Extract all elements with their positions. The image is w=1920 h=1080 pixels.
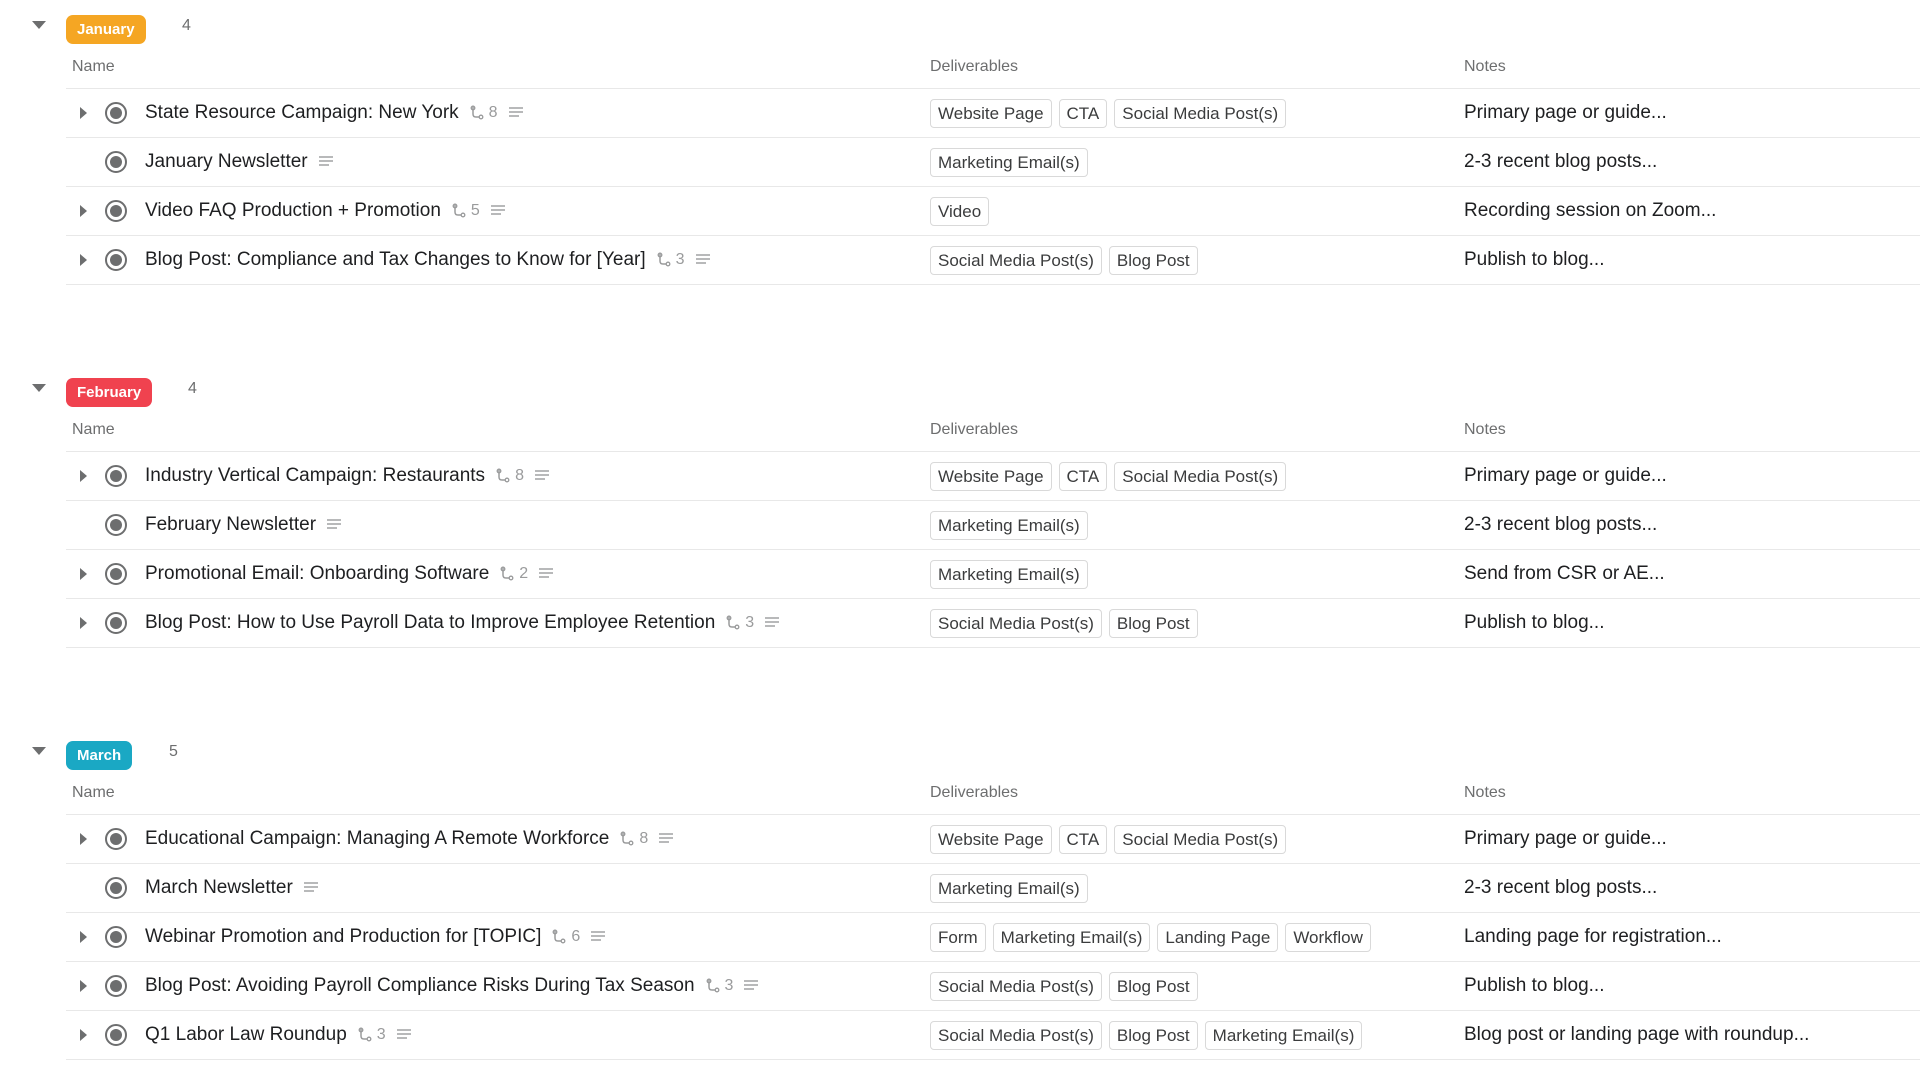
subtask-count-value: 2 — [519, 565, 529, 582]
deliverable-tag[interactable]: Landing Page — [1157, 923, 1278, 952]
subtask-count[interactable] — [357, 1026, 386, 1044]
task-row[interactable] — [66, 864, 1920, 913]
deliverable-tag[interactable]: CTA — [1059, 462, 1108, 491]
task-status-icon[interactable] — [105, 200, 127, 222]
task-name[interactable]: Q1 Labor Law Roundup — [145, 1024, 347, 1045]
deliverables-cell[interactable] — [930, 187, 996, 235]
task-name-cell — [145, 187, 506, 235]
task-name-cell — [145, 236, 711, 284]
task-status-icon[interactable] — [105, 877, 127, 899]
subtask-icon — [705, 978, 721, 994]
deliverables-cell[interactable] — [930, 864, 1095, 912]
notes-cell[interactable]: Primary page or guide... — [1464, 828, 1667, 849]
description-icon[interactable] — [303, 881, 319, 895]
task-name-cell — [145, 1011, 412, 1059]
month-label-pill[interactable]: January — [66, 15, 146, 44]
month-section — [0, 726, 1920, 1060]
subtask-count-value: 8 — [639, 830, 649, 847]
description-icon[interactable] — [326, 518, 342, 532]
notes-cell[interactable]: Recording session on Zoom... — [1464, 200, 1717, 221]
deliverable-tag[interactable]: Video — [930, 197, 989, 226]
subtask-icon — [357, 1027, 373, 1043]
deliverable-tag[interactable]: Blog Post — [1109, 972, 1198, 1001]
deliverable-tag[interactable]: Blog Post — [1109, 609, 1198, 638]
column-header-deliverables[interactable]: Deliverables — [930, 421, 1019, 438]
task-name-cell — [145, 962, 759, 1010]
deliverable-tag[interactable]: Marketing Email(s) — [930, 560, 1088, 589]
expand-subtasks-caret-icon[interactable] — [76, 979, 90, 993]
task-name[interactable]: February Newsletter — [145, 514, 317, 535]
task-status-icon[interactable] — [105, 1024, 127, 1046]
subtask-count-value: 8 — [488, 104, 498, 121]
task-row[interactable] — [66, 187, 1920, 236]
column-header-name[interactable]: Name — [72, 784, 115, 801]
subtask-count[interactable] — [619, 830, 648, 848]
deliverables-cell[interactable] — [930, 138, 1095, 186]
notes-cell[interactable]: Blog post or landing page with roundup... — [1464, 1024, 1810, 1045]
column-header-notes[interactable]: Notes — [1464, 784, 1506, 801]
task-name-cell — [145, 913, 606, 961]
subtask-count-value: 3 — [745, 614, 755, 631]
notes-cell[interactable]: Publish to blog... — [1464, 612, 1605, 633]
collapse-section-caret-icon[interactable] — [30, 379, 48, 397]
expand-subtasks-caret-icon[interactable] — [76, 930, 90, 944]
notes-cell[interactable]: Landing page for registration... — [1464, 926, 1722, 947]
deliverable-tag[interactable]: Marketing Email(s) — [930, 148, 1088, 177]
description-icon[interactable] — [396, 1028, 412, 1042]
deliverable-tag[interactable]: Marketing Email(s) — [993, 923, 1151, 952]
task-status-icon[interactable] — [105, 151, 127, 173]
expand-subtasks-caret-icon[interactable] — [76, 616, 90, 630]
description-icon[interactable] — [318, 155, 334, 169]
subtask-count[interactable] — [656, 251, 685, 269]
task-row[interactable] — [66, 89, 1920, 138]
subtask-count-value: 8 — [515, 467, 524, 484]
subtask-count[interactable] — [551, 928, 580, 946]
month-label-pill[interactable]: March — [66, 741, 132, 770]
subtask-count[interactable] — [705, 977, 734, 995]
task-status-icon[interactable] — [105, 926, 127, 948]
subtask-count[interactable] — [495, 467, 524, 485]
expand-subtasks-caret-icon[interactable] — [76, 567, 90, 581]
subtask-count[interactable] — [469, 104, 498, 122]
description-icon[interactable] — [695, 253, 711, 267]
deliverable-tag[interactable]: Social Media Post(s) — [1114, 825, 1286, 854]
description-icon[interactable] — [590, 930, 606, 944]
deliverable-tag[interactable]: Blog Post — [1109, 1021, 1198, 1050]
task-name[interactable]: Promotional Email: Onboarding Software — [145, 563, 490, 584]
column-header-row — [66, 44, 1920, 89]
task-name[interactable]: Blog Post: Avoiding Payroll Compliance Risks During Tax Season — [145, 975, 695, 996]
task-status-icon[interactable] — [105, 612, 127, 634]
description-icon[interactable] — [490, 204, 506, 218]
task-row[interactable] — [66, 452, 1920, 501]
description-icon[interactable] — [538, 567, 554, 581]
task-name[interactable]: Educational Campaign: Managing A Remote Workforce — [145, 828, 610, 849]
task-name[interactable]: January Newsletter — [145, 151, 308, 172]
subtask-icon — [656, 252, 672, 268]
task-status-icon[interactable] — [105, 514, 127, 536]
task-name[interactable]: Blog Post: Compliance and Tax Changes to Know for [Year] — [145, 249, 646, 270]
collapse-section-caret-icon[interactable] — [30, 16, 48, 34]
column-header-deliverables[interactable]: Deliverables — [930, 58, 1019, 75]
notes-cell[interactable]: 2-3 recent blog posts... — [1464, 877, 1658, 898]
subtask-count[interactable] — [451, 202, 480, 220]
deliverable-tag[interactable]: Website Page — [930, 825, 1052, 854]
deliverables-cell[interactable] — [930, 501, 1095, 549]
deliverable-tag[interactable]: CTA — [1059, 825, 1108, 854]
task-status-icon[interactable] — [105, 249, 127, 271]
deliverables-cell[interactable] — [930, 452, 1293, 500]
notes-cell[interactable]: Primary page or guide... — [1464, 102, 1667, 123]
task-row[interactable] — [66, 599, 1920, 648]
subtask-icon — [551, 929, 567, 945]
month-section — [0, 363, 1920, 648]
task-status-icon[interactable] — [105, 975, 127, 997]
task-count: 4 — [182, 17, 191, 34]
subtask-count[interactable] — [725, 614, 754, 632]
task-row[interactable] — [66, 138, 1920, 187]
task-name[interactable]: March Newsletter — [145, 877, 293, 898]
notes-cell[interactable]: Send from CSR or AE... — [1464, 563, 1665, 584]
deliverable-tag[interactable]: Social Media Post(s) — [930, 972, 1102, 1001]
task-name-cell — [145, 138, 334, 186]
task-count: 4 — [188, 380, 197, 397]
deliverable-tag[interactable]: Workflow — [1285, 923, 1371, 952]
deliverable-tag[interactable]: CTA — [1059, 99, 1108, 128]
deliverable-tag[interactable]: Blog Post — [1109, 246, 1198, 275]
subtask-count-value: 5 — [470, 202, 480, 219]
section-header — [0, 363, 1920, 407]
subtask-count-value: 3 — [675, 251, 685, 268]
task-name[interactable]: State Resource Campaign: New York — [145, 102, 459, 123]
deliverable-tag[interactable]: Marketing Email(s) — [930, 511, 1088, 540]
task-name-cell — [145, 550, 554, 598]
deliverables-cell[interactable] — [930, 913, 1378, 961]
deliverables-cell[interactable] — [930, 962, 1205, 1010]
subtask-count[interactable] — [499, 565, 528, 583]
task-name[interactable]: Blog Post: How to Use Payroll Data to Improve Employee Retention — [145, 612, 716, 633]
task-name-cell — [145, 501, 342, 549]
description-icon[interactable] — [658, 832, 674, 846]
month-section — [0, 0, 1920, 285]
subtask-icon — [495, 468, 511, 484]
description-icon[interactable] — [508, 106, 524, 120]
deliverable-tag[interactable]: Social Media Post(s) — [930, 1021, 1102, 1050]
task-name-cell — [145, 89, 524, 137]
task-row[interactable] — [66, 236, 1920, 285]
subtask-count-value: 6 — [571, 928, 581, 945]
task-name[interactable]: Webinar Promotion and Production for [TOPIC] — [145, 926, 542, 947]
task-row[interactable] — [66, 1011, 1920, 1060]
column-header-notes[interactable]: Notes — [1464, 421, 1506, 438]
task-row[interactable] — [66, 550, 1920, 599]
notes-cell[interactable]: Publish to blog... — [1464, 249, 1605, 270]
expand-subtasks-caret-icon[interactable] — [76, 832, 90, 846]
task-row[interactable] — [66, 501, 1920, 550]
description-icon[interactable] — [764, 616, 780, 630]
deliverable-tag[interactable]: Social Media Post(s) — [1114, 462, 1286, 491]
description-icon[interactable] — [743, 979, 759, 993]
notes-cell[interactable]: Publish to blog... — [1464, 975, 1605, 996]
deliverables-cell[interactable] — [930, 89, 1293, 137]
collapse-section-caret-icon[interactable] — [30, 742, 48, 760]
subtask-icon — [451, 203, 467, 219]
task-name-cell — [145, 599, 780, 647]
description-icon[interactable] — [534, 469, 550, 483]
task-name-cell — [145, 864, 319, 912]
task-status-icon[interactable] — [105, 563, 127, 585]
column-header-row — [66, 770, 1920, 815]
task-status-icon[interactable] — [105, 828, 127, 850]
task-status-icon[interactable] — [105, 465, 127, 487]
deliverable-tag[interactable]: Social Media Post(s) — [930, 246, 1102, 275]
subtask-icon — [469, 105, 485, 121]
task-row[interactable] — [66, 913, 1920, 962]
deliverables-cell[interactable] — [930, 550, 1095, 598]
subtask-icon — [619, 831, 635, 847]
deliverables-cell[interactable] — [930, 1011, 1369, 1059]
notes-cell[interactable]: Primary page or guide... — [1464, 465, 1667, 486]
task-status-icon[interactable] — [105, 102, 127, 124]
task-count: 5 — [169, 743, 178, 760]
notes-cell[interactable]: 2-3 recent blog posts... — [1464, 151, 1658, 172]
deliverables-cell[interactable] — [930, 599, 1205, 647]
deliverables-cell[interactable] — [930, 236, 1205, 284]
task-name-cell — [145, 452, 550, 500]
expand-subtasks-caret-icon[interactable] — [76, 204, 90, 218]
deliverable-tag[interactable]: Social Media Post(s) — [1114, 99, 1286, 128]
column-header-name[interactable]: Name — [72, 421, 115, 438]
expand-subtasks-caret-icon[interactable] — [76, 106, 90, 120]
task-name[interactable]: Industry Vertical Campaign: Restaurants — [145, 465, 486, 486]
deliverables-cell[interactable] — [930, 815, 1293, 863]
subtask-icon — [499, 566, 515, 582]
section-header — [0, 726, 1920, 770]
column-header-notes[interactable]: Notes — [1464, 58, 1506, 75]
task-row[interactable] — [66, 962, 1920, 1011]
column-header-deliverables[interactable]: Deliverables — [930, 784, 1019, 801]
task-row[interactable] — [66, 815, 1920, 864]
deliverable-tag[interactable]: Social Media Post(s) — [930, 609, 1102, 638]
deliverable-tag[interactable]: Website Page — [930, 462, 1052, 491]
expand-subtasks-caret-icon[interactable] — [76, 253, 90, 267]
expand-subtasks-caret-icon[interactable] — [76, 1028, 90, 1042]
subtask-count-value: 3 — [724, 977, 734, 994]
column-header-name[interactable]: Name — [72, 58, 115, 75]
month-label-pill[interactable]: February — [66, 378, 152, 407]
subtask-icon — [725, 615, 741, 631]
subtask-count-value: 3 — [376, 1026, 386, 1043]
section-header — [0, 0, 1920, 44]
deliverable-tag[interactable]: Marketing Email(s) — [1205, 1021, 1363, 1050]
notes-cell[interactable]: 2-3 recent blog posts... — [1464, 514, 1658, 535]
column-header-row — [66, 407, 1920, 452]
task-name[interactable]: Video FAQ Production + Promotion — [145, 200, 441, 221]
deliverable-tag[interactable]: Website Page — [930, 99, 1052, 128]
deliverable-tag[interactable]: Marketing Email(s) — [930, 874, 1088, 903]
task-name-cell — [145, 815, 674, 863]
expand-subtasks-caret-icon[interactable] — [76, 469, 90, 483]
deliverable-tag[interactable]: Form — [930, 923, 986, 952]
